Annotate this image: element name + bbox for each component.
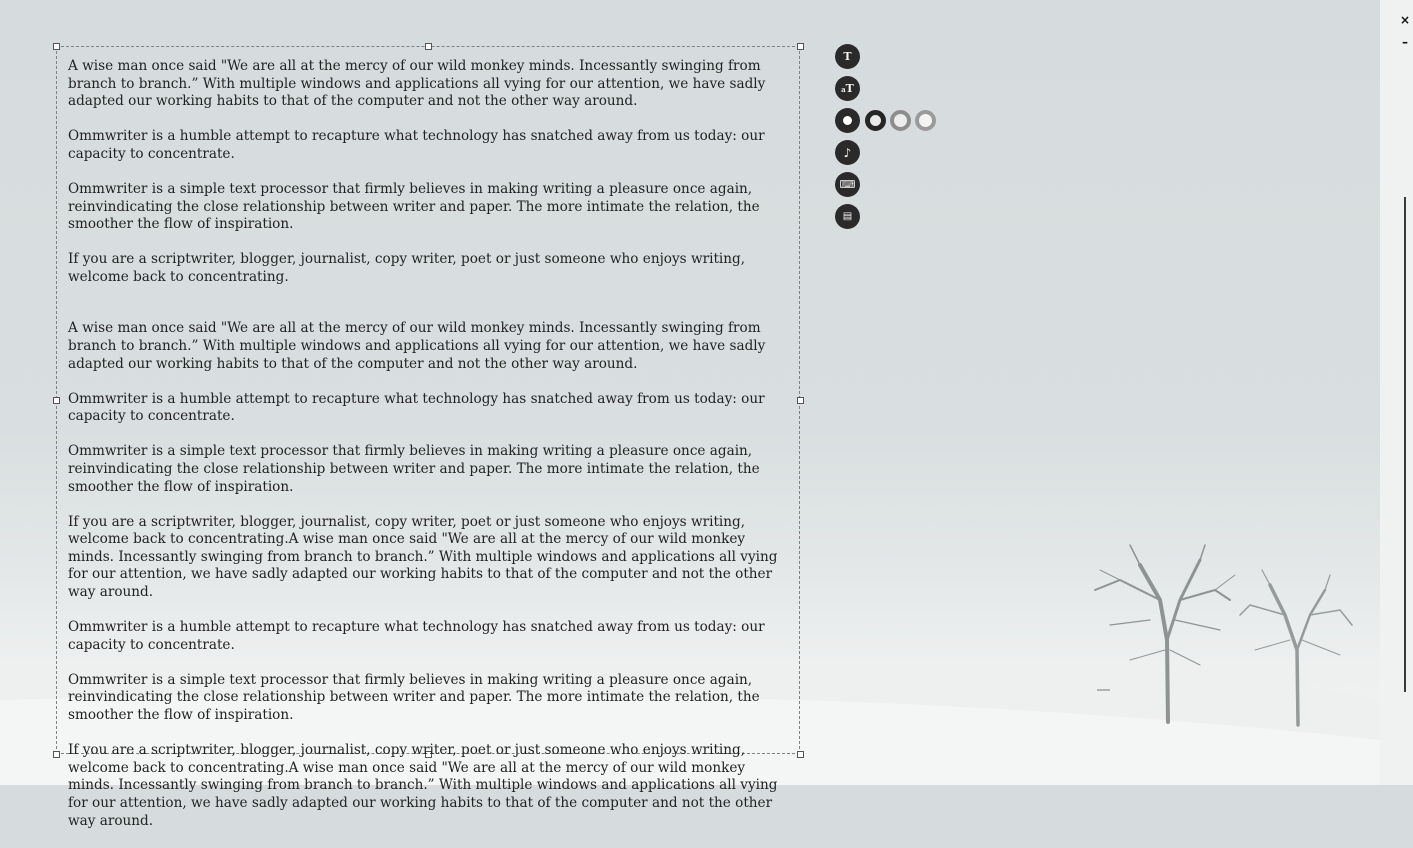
paragraph: A wise man once said "We are all at the mercy of our wild monkey minds. Incessantly swinging from branch to branch.” With multiple windows and applications all vying for our attention, we have sadly adapted our working habits to that of the computer and not the other way around. bbox=[68, 320, 766, 372]
background-option-4[interactable] bbox=[915, 110, 936, 131]
paragraph: If you are a scriptwriter, blogger, journalist, copy writer, poet or just someone who enjoys writing, welcome back to concentrating.A wise man once said "We are all at the mercy of our wild monkey minds. Incessantly swinging from branch to branch.” With multiple windows and applications all vying for our attention, we have sadly adapted our working habits to that of the computer and not the other way around. bbox=[68, 742, 778, 829]
background-option-2[interactable] bbox=[865, 110, 886, 131]
music-note-icon: ♪ bbox=[843, 145, 852, 160]
resize-handle-middle-right[interactable] bbox=[797, 397, 804, 404]
resize-handle-top-center[interactable] bbox=[425, 43, 432, 50]
close-icon[interactable]: × bbox=[1400, 13, 1411, 27]
paragraph: Ommwriter is a humble attempt to recapture what technology has snatched away from us today: our capacity to concentrate. bbox=[68, 128, 765, 162]
keyboard-sound-button[interactable] bbox=[835, 172, 860, 197]
scrollbar-track[interactable] bbox=[1380, 0, 1413, 785]
paragraph: Ommwriter is a humble attempt to recapture what technology has snatched away from us today: our capacity to concentrate. bbox=[68, 619, 765, 653]
document-text[interactable] bbox=[68, 58, 792, 848]
font-size-icon: aT bbox=[841, 82, 854, 95]
resize-handle-bottom-left[interactable] bbox=[53, 751, 60, 758]
paragraph: Ommwriter is a humble attempt to recapture what technology has snatched away from us today: our capacity to concentrate. bbox=[68, 390, 765, 425]
paragraph: Ommwriter is a simple text processor that firmly believes in making writing a pleasure once again, reinvindicating the close relationship between writer and paper. The more intimate the relation, the smoother the flow of inspiration. bbox=[68, 443, 760, 495]
paragraph: If you are a scriptwriter, blogger, journalist, copy writer, poet or just someone who enjoys writing, welcome back to concentrating. bbox=[68, 251, 746, 285]
scrollbar-thumb[interactable] bbox=[1404, 197, 1406, 692]
background-option-1[interactable] bbox=[835, 108, 860, 133]
font-icon: T bbox=[843, 50, 852, 63]
resize-handle-top-right[interactable] bbox=[797, 43, 804, 50]
resize-handle-middle-left[interactable] bbox=[53, 397, 60, 404]
resize-handle-top-left[interactable] bbox=[53, 43, 60, 50]
file-button[interactable] bbox=[835, 204, 860, 229]
keyboard-icon: ⌨ bbox=[839, 178, 856, 191]
resize-handle-bottom-right[interactable] bbox=[797, 751, 804, 758]
selected-dot-icon bbox=[843, 116, 852, 125]
background-option-3[interactable] bbox=[890, 110, 911, 131]
paragraph: Ommwriter is a simple text processor that firmly believes in making writing a pleasure once again, reinvindicating the close relationship between writer and paper. The more intimate the relation, the smoother the flow of inspiration. bbox=[68, 180, 760, 233]
music-button[interactable] bbox=[835, 140, 860, 165]
paragraph: If you are a scriptwriter, blogger, journalist, copy writer, poet or just someone who enjoys writing, welcome back to concentrating.A wise man once said "We are all at the mercy of our wild monkey minds. Incessantly swinging from branch to branch.” With multiple windows and applications all vying for our attention, we have sadly adapted our working habits to that of the computer and not the other way around. bbox=[68, 513, 778, 601]
font-size-button[interactable] bbox=[835, 76, 860, 101]
paragraph: Ommwriter is a simple text processor that firmly believes in making writing a pleasure once again, reinvindicating the close relationship between writer and paper. The more intimate the relation, the smoother the flow of inspiration. bbox=[68, 671, 760, 724]
file-icon: ▤ bbox=[842, 211, 853, 222]
font-button[interactable] bbox=[835, 44, 860, 69]
paragraph: A wise man once said "We are all at the mercy of our wild monkey minds. Incessantly swinging from branch to branch.” With multiple windows and applications all vying for our attention, we have sadly adapted our working habits to that of the computer and not the other way around. bbox=[68, 58, 766, 110]
minimize-icon[interactable]: – bbox=[1402, 35, 1408, 49]
